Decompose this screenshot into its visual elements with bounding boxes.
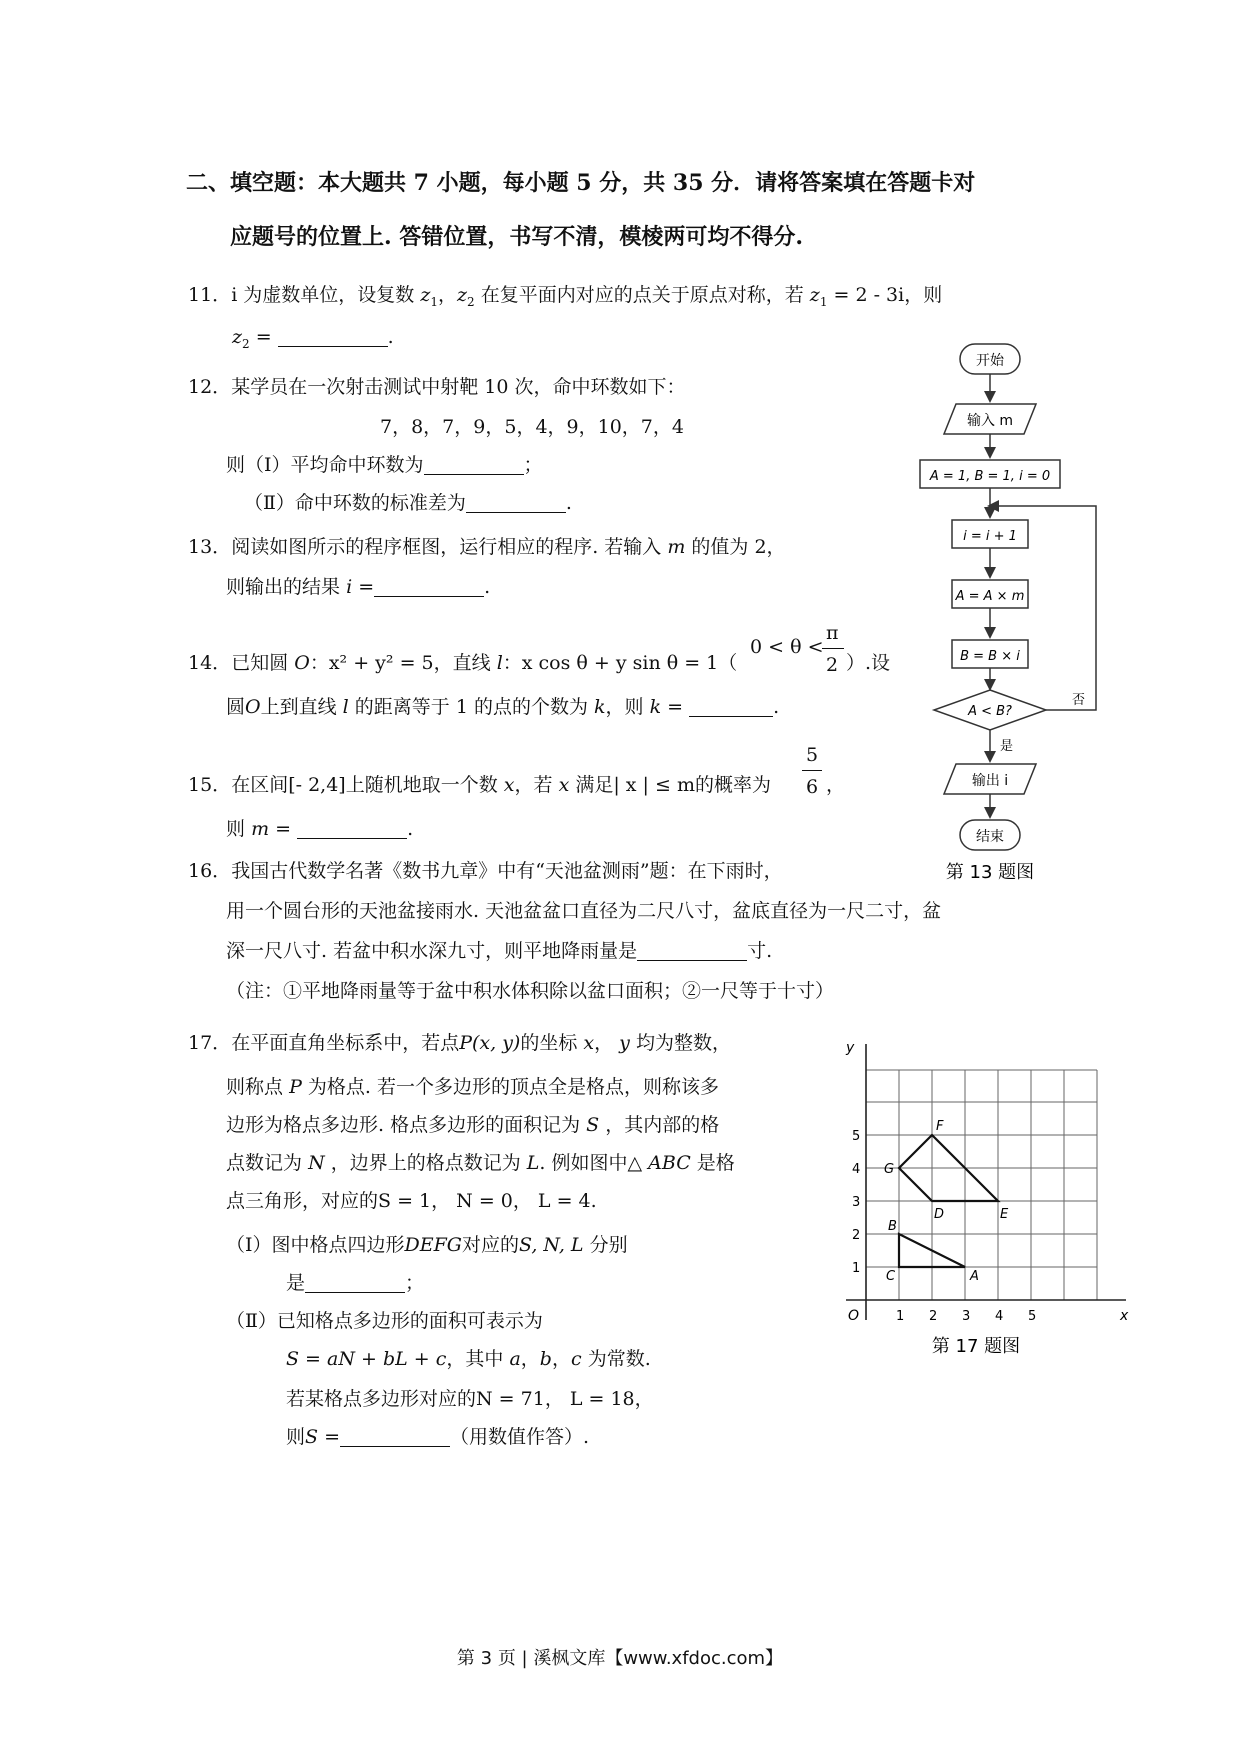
q17-line4d: 是格 bbox=[696, 1152, 735, 1174]
q14-number: 14． bbox=[188, 652, 232, 674]
q11-equation: = 2 - 3i bbox=[833, 284, 905, 306]
q17-line3: 边形为格点多边形. 格点多边形的面积记为 S ，其内部的格 bbox=[226, 1114, 720, 1136]
q15-interval: [- 2,4] bbox=[288, 774, 346, 796]
q17-part1b: 对应的 bbox=[461, 1234, 519, 1256]
q14-line2b: 上到直线 bbox=[260, 696, 337, 718]
q17-part2b: ，其中 bbox=[446, 1348, 504, 1370]
q17-part1-answer bbox=[286, 1270, 424, 1296]
q17-line4b: ，边界上的格点数记为 bbox=[330, 1152, 521, 1174]
q17-part2g: S = bbox=[305, 1426, 340, 1448]
grid-x-label: x bbox=[1120, 1308, 1129, 1324]
q16-note: （注：①平地降雨量等于盆中积水体积除以盆口面积；②一尺等于十寸） bbox=[226, 980, 835, 1002]
q17-part2h: （用数值作答）. bbox=[450, 1426, 590, 1448]
question-13: 13．阅读如图所示的程序框图，运行相应的程序. 若输入 m 的值为 2， bbox=[188, 536, 786, 558]
flow-input-label: 输入 m bbox=[966, 413, 1014, 429]
q12-part2 bbox=[244, 490, 572, 516]
flow-no-label: 否 bbox=[1072, 693, 1086, 708]
q15-fraction-bar bbox=[802, 770, 822, 771]
q17-answer-blank-1[interactable] bbox=[305, 1272, 405, 1293]
q15-text-f: ， bbox=[826, 774, 846, 796]
grid-xtick-2: 2 bbox=[929, 1309, 938, 1324]
flow-step1-label: i = i + 1 bbox=[963, 529, 1017, 544]
q17-part2d: 若某格点多边形对应的 bbox=[286, 1388, 477, 1410]
grid-xtick-4: 4 bbox=[995, 1309, 1004, 1324]
q15-text-b: 上随机地取一个数 bbox=[345, 774, 498, 796]
q11-answer-line: $z_2$ = . bbox=[232, 326, 394, 351]
grid-ytick-4: 4 bbox=[852, 1162, 861, 1177]
q17-line2b: 为格点. 若一个多边形的顶点全是格点，则称该多 bbox=[307, 1076, 719, 1098]
flow-init-label: A = 1, B = 1, i = 0 bbox=[929, 469, 1051, 484]
q17-part1d: 分别 bbox=[589, 1234, 628, 1256]
q11-tail: . bbox=[387, 326, 394, 348]
q12-part2-text: （Ⅱ）命中环数的标准差为 bbox=[244, 492, 466, 514]
question-17: 17．在平面直角坐标系中，若点P(x, y)的坐标 x， y 均为整数， bbox=[188, 1032, 731, 1054]
q15-end: . bbox=[407, 818, 414, 840]
q17-line5a: 点三角形，对应的 bbox=[226, 1190, 379, 1212]
point-e-label: E bbox=[1000, 1207, 1009, 1222]
q14-text-b: ，直线 bbox=[433, 652, 491, 674]
q14-line2c: 的距离等于 1 的点的个数为 bbox=[354, 696, 588, 718]
point-f-label: F bbox=[936, 1119, 944, 1134]
point-d-label: D bbox=[934, 1207, 945, 1222]
q16-line2: 用一个圆台形的天池盆接雨水. 天池盆盆口直径为二尺八寸，盆底直径为一尺二寸，盆 bbox=[226, 900, 942, 922]
q17-part1f: ； bbox=[405, 1272, 425, 1294]
q17-part2c: 为常数. bbox=[587, 1348, 651, 1370]
q11-text: i 为虚数单位，设复数 bbox=[231, 284, 415, 306]
q13-stem1: 阅读如图所示的程序框图，运行相应的程序. 若输入 bbox=[231, 536, 662, 558]
page-footer: 第 3 页 | 溪枫文库【www.xfdoc.com】 bbox=[456, 1648, 784, 1669]
q17-part2e: N = 71， L = 18， bbox=[476, 1388, 654, 1410]
q14-text-a: 已知圆 bbox=[231, 652, 289, 674]
question-14: 14．已知圆 O：x² + y² = 5，直线 l：x cos θ + y sin θ = 1（ bbox=[188, 652, 738, 674]
q12-answer-blank-1[interactable] bbox=[424, 454, 524, 475]
q17-line1a: 在平面直角坐标系中，若点 bbox=[231, 1032, 460, 1054]
q17-part1c: S, N, L bbox=[519, 1234, 584, 1256]
grid-y-label: y bbox=[846, 1040, 855, 1056]
flowchart-figure bbox=[900, 330, 1130, 890]
q14-line-eq: x cos θ + y sin θ = 1 bbox=[521, 652, 719, 674]
q15-line2: 则 m = . bbox=[226, 818, 414, 840]
q17-line5c: . bbox=[590, 1190, 597, 1212]
q17-line3b: ，其内部的格 bbox=[605, 1114, 720, 1136]
q17-part2f: 则 bbox=[286, 1426, 306, 1448]
q14-fraction-bar bbox=[822, 648, 844, 649]
flow-start-label: 开始 bbox=[976, 353, 1004, 369]
q17-line5b: S = 1， N = 0， L = 4 bbox=[378, 1190, 591, 1212]
q17-part2-formula: S = aN + bL + c，其中 a，b，c 为常数. bbox=[286, 1348, 651, 1370]
q17-part2: （Ⅱ）已知格点多边形的面积可表示为 bbox=[226, 1310, 543, 1332]
q17-answer-blank-2[interactable] bbox=[340, 1426, 450, 1447]
q11-end: ，则 bbox=[904, 284, 943, 306]
q13-line2: 则输出的结果 i = . bbox=[226, 576, 491, 598]
q12-part1 bbox=[226, 452, 543, 478]
grid-figure bbox=[836, 1030, 1136, 1360]
point-b-label: B bbox=[888, 1219, 897, 1234]
q15-number: 15． bbox=[188, 774, 232, 796]
q17-line2: 则称点 P 为格点. 若一个多边形的顶点全是格点，则称该多 bbox=[226, 1076, 719, 1098]
q12-part2-end: . bbox=[565, 492, 572, 514]
grid-ytick-5: 5 bbox=[852, 1129, 861, 1144]
q17-line3a: 边形为格点多边形. 格点多边形的面积记为 bbox=[226, 1114, 581, 1136]
q16-line3-end: 寸. bbox=[747, 940, 773, 962]
flow-step3-label: B = B × i bbox=[960, 649, 1020, 664]
q17-line5 bbox=[226, 1188, 597, 1214]
q14-two: 2 bbox=[826, 654, 839, 676]
q11-number: 11． bbox=[188, 284, 232, 306]
q13-line2-text: 则输出的结果 bbox=[226, 576, 341, 598]
flow-condition-label: A < B? bbox=[968, 704, 1012, 719]
q14-line2a: 圆 bbox=[226, 696, 246, 718]
q12-answer-blank-2[interactable] bbox=[466, 492, 566, 513]
q17-point: P(x, y) bbox=[459, 1032, 521, 1054]
grid-ytick-3: 3 bbox=[852, 1195, 861, 1210]
q15-fraction-num: 5 bbox=[806, 744, 819, 766]
q15-answer-blank[interactable] bbox=[297, 818, 407, 839]
flowchart-caption: 第 13 题图 bbox=[945, 862, 1035, 883]
q17-line4c: . 例如图中△ bbox=[539, 1152, 643, 1174]
flow-yes-label: 是 bbox=[1000, 739, 1014, 754]
q14-text-c: ）.设 bbox=[846, 652, 891, 674]
q14-pi: π bbox=[826, 622, 839, 644]
q16-answer-blank[interactable] bbox=[637, 940, 747, 961]
q16-line3 bbox=[226, 938, 772, 964]
point-c-label: C bbox=[886, 1269, 896, 1284]
flow-output-label: 输出 i bbox=[971, 773, 1009, 789]
q12-number: 12． bbox=[188, 376, 232, 398]
q16-number: 16． bbox=[188, 860, 232, 882]
grid-xtick-1: 1 bbox=[896, 1309, 905, 1324]
q11-answer-blank[interactable] bbox=[278, 326, 388, 347]
q15-fraction-den: 6 bbox=[806, 776, 819, 798]
q12-stem: 某学员在一次射击测试中射靶 10 次，命中环数如下： bbox=[231, 376, 686, 398]
q14-end: . bbox=[773, 696, 780, 718]
q17-formula: S = aN + bL + c bbox=[286, 1348, 447, 1370]
q17-part1e: 是 bbox=[286, 1272, 306, 1294]
section-heading-line1: 二、填空题：本大题共 7 小题，每小题 5 分，共 35 分．请将答案填在答题卡对 bbox=[186, 170, 976, 196]
q15-text-c: ，若 bbox=[514, 774, 553, 796]
grid-origin-label: O bbox=[848, 1308, 860, 1324]
question-11: 11．i 为虚数单位，设复数 $z_1$，$z_2$ 在复平面内对应的点关于原点对称，若 $z_1 = 2 - 3i$，则 bbox=[188, 284, 943, 309]
q15-inequality: | x | ≤ m bbox=[613, 774, 695, 796]
point-a-label: A bbox=[970, 1269, 979, 1284]
q17-line4a: 点数记为 bbox=[226, 1152, 303, 1174]
q14-answer-blank[interactable] bbox=[689, 696, 773, 717]
q17-line1b: 的坐标 bbox=[520, 1032, 578, 1054]
question-15: 15．在区间[- 2,4]上随机地取一个数 x，若 x 满足| x | ≤ m的概率为 bbox=[188, 774, 771, 796]
grid-ytick-1: 1 bbox=[852, 1261, 861, 1276]
q17-part1a: （Ⅰ）图中格点四边形 bbox=[226, 1234, 405, 1256]
q16-line1: 我国古代数学名著《数书九章》中有“天池盆测雨”题：在下雨时， bbox=[231, 860, 783, 882]
q14-condition: 0 < θ < bbox=[750, 636, 824, 658]
q12-part1-text: 则（Ⅰ）平均命中环数为 bbox=[226, 454, 424, 476]
q15-line2-text: 则 bbox=[226, 818, 246, 840]
q16-line3-text: 深一尺八寸. 若盆中积水深九寸，则平地降雨量是 bbox=[226, 940, 638, 962]
q17-line2a: 则称点 bbox=[226, 1076, 284, 1098]
flow-step2-label: A = A × m bbox=[955, 589, 1025, 604]
q15-text-d: 满足 bbox=[575, 774, 614, 796]
grid-caption: 第 17 题图 bbox=[931, 1336, 1021, 1357]
q17-part2-condition bbox=[286, 1386, 654, 1412]
question-16 bbox=[188, 858, 783, 884]
question-12 bbox=[188, 374, 685, 400]
q17-part1: （Ⅰ）图中格点四边形DEFG对应的S, N, L 分别 bbox=[226, 1234, 628, 1256]
q17-part2-answer bbox=[286, 1424, 589, 1450]
point-g-label: G bbox=[884, 1162, 895, 1177]
q13-number: 13． bbox=[188, 536, 232, 558]
q12-data: 7，8，7，9，5，4，9，10，7，4 bbox=[380, 416, 684, 438]
q13-stem2: 的值为 2， bbox=[691, 536, 786, 558]
q17-line1c: 均为整数， bbox=[635, 1032, 731, 1054]
q11-text2: 在复平面内对应的点关于原点对称，若 bbox=[480, 284, 804, 306]
q17-line4: 点数记为 N ，边界上的格点数记为 L. 例如图中△ ABC 是格 bbox=[226, 1152, 735, 1174]
grid-xtick-5: 5 bbox=[1028, 1309, 1037, 1324]
q13-answer-blank[interactable] bbox=[374, 576, 484, 597]
q13-eq: = bbox=[358, 576, 375, 598]
q15-text-a: 在区间 bbox=[231, 774, 289, 796]
q11-z2: z bbox=[232, 326, 243, 348]
q12-part1-end: ； bbox=[523, 454, 543, 476]
q14-line2: 圆O上到直线 l 的距离等于 1 的点的个数为 k，则 k = . bbox=[226, 696, 780, 718]
q14-line2d: ，则 bbox=[605, 696, 644, 718]
q13-end: . bbox=[484, 576, 491, 598]
q17-number: 17． bbox=[188, 1032, 232, 1054]
q14-circle-eq: x² + y² = 5 bbox=[328, 652, 434, 674]
flow-end-label: 结束 bbox=[976, 829, 1004, 845]
grid-ytick-2: 2 bbox=[852, 1228, 861, 1243]
grid-xtick-3: 3 bbox=[962, 1309, 971, 1324]
q15-text-e: 的概率为 bbox=[694, 774, 771, 796]
section-heading-line2: 应题号的位置上. 答错位置，书写不清，模棱两可均不得分. bbox=[230, 224, 803, 250]
